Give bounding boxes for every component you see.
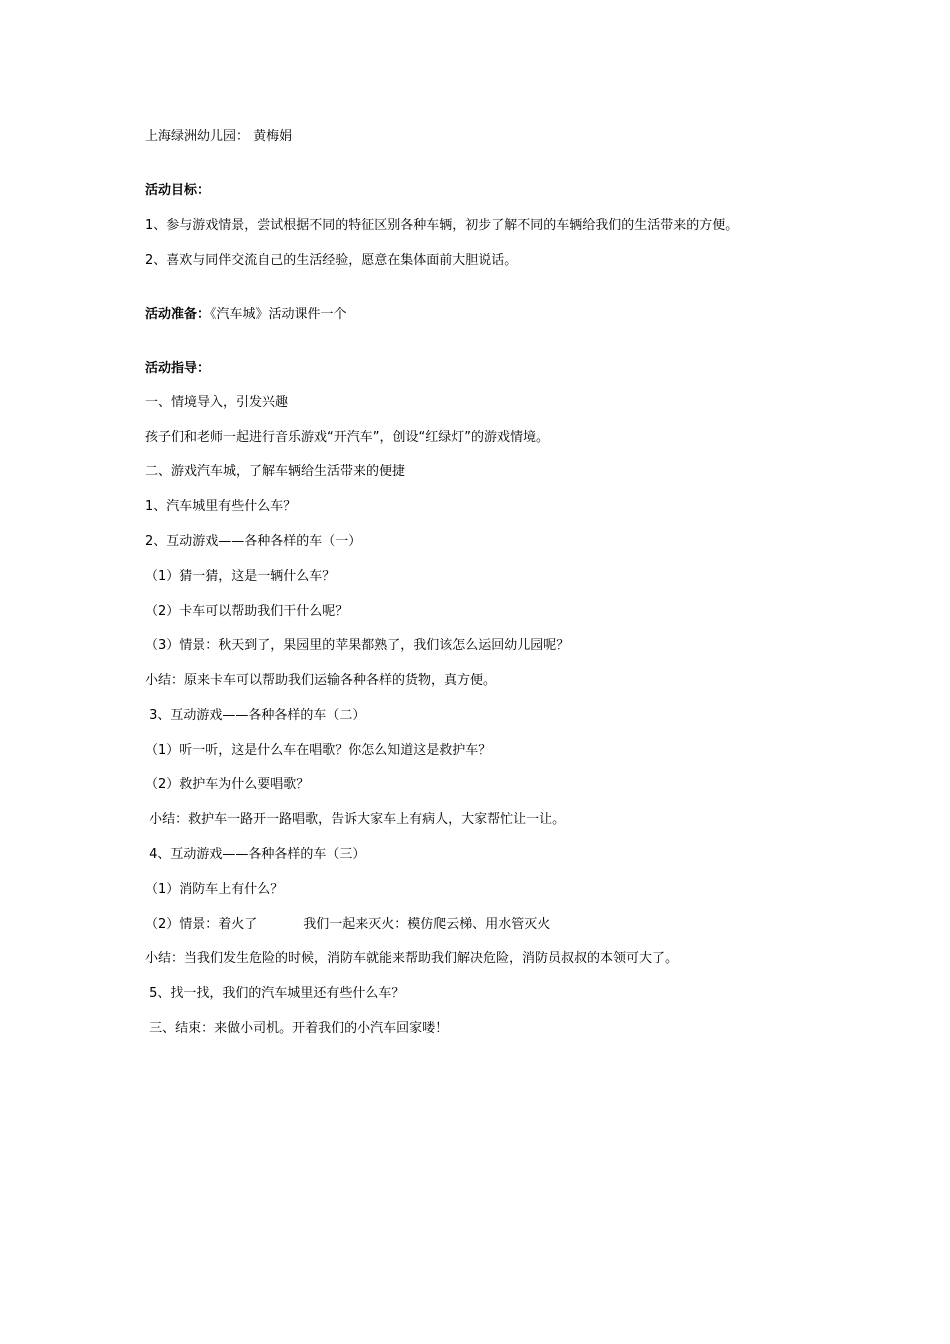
fire-scene-part1: （2）情景：着火了 [145, 917, 258, 932]
goal-item: 1、参与游戏情景，尝试根据不同的特征区别各种车辆，初步了解不同的车辆给我们的生活带来的方便。 [145, 218, 739, 233]
guidance-line: 5、找一找，我们的汽车城里还有些什么车？ [145, 986, 405, 1001]
goals-heading: 活动目标： [145, 183, 211, 198]
fire-scene-line [145, 916, 550, 934]
guidance-line: 孩子们和老师一起进行音乐游戏“开汽车”，创设“红绿灯”的游戏情境。 [145, 430, 549, 445]
guidance-line: （2）救护车为什么要唱歌？ [145, 777, 310, 792]
guidance-line: 小结：救护车一路开一路唱歌，告诉大家车上有病人，大家帮忙让一让。 [145, 812, 566, 827]
guidance-line: 三、结束：来做小司机。开着我们的小汽车回家喽！ [145, 1021, 449, 1036]
guidance-line: 小结：当我们发生危险的时候，消防车就能来帮助我们解决危险，消防员叔叔的本领可大了。 [145, 951, 679, 966]
guidance-line: （1）猜一猜，这是一辆什么车？ [145, 569, 336, 584]
guidance-line: （3）情景：秋天到了，果园里的苹果都熟了，我们该怎么运回幼儿园呢？ [145, 638, 570, 653]
guidance-line: （1）听一听，这是什么车在唱歌？你怎么知道这是救护车？ [145, 743, 492, 758]
guidance-line: （1）消防车上有什么？ [145, 882, 284, 897]
author-line: 上海绿洲幼儿园： 黄梅娟 [145, 129, 293, 144]
preparation-heading: 活动准备： [145, 307, 211, 322]
guidance-heading: 活动指导： [145, 361, 211, 376]
goal-item: 2、喜欢与同伴交流自己的生活经验，愿意在集体面前大胆说话。 [145, 253, 518, 268]
guidance-line: 4、互动游戏——各种各样的车（三） [145, 847, 366, 862]
guidance-line: 一、情境导入，引发兴趣 [145, 395, 289, 410]
guidance-line: 3、互动游戏——各种各样的车（二） [145, 708, 366, 723]
preparation-line [145, 306, 347, 324]
preparation-text: 《汽车城》活动课件一个 [210, 307, 347, 322]
guidance-line: 1、汽车城里有些什么车？ [145, 499, 297, 514]
guidance-line: （2）卡车可以帮助我们干什么呢？ [145, 604, 349, 619]
guidance-line: 小结：原来卡车可以帮助我们运输各种各样的货物，真方便。 [145, 673, 497, 688]
fire-scene-part2: 我们一起来灭火：模仿爬云梯、用水管灭火 [303, 917, 551, 932]
guidance-line: 二、游戏汽车城，了解车辆给生活带来的便捷 [145, 464, 406, 479]
guidance-line: 2、互动游戏——各种各样的车（一） [145, 534, 362, 549]
